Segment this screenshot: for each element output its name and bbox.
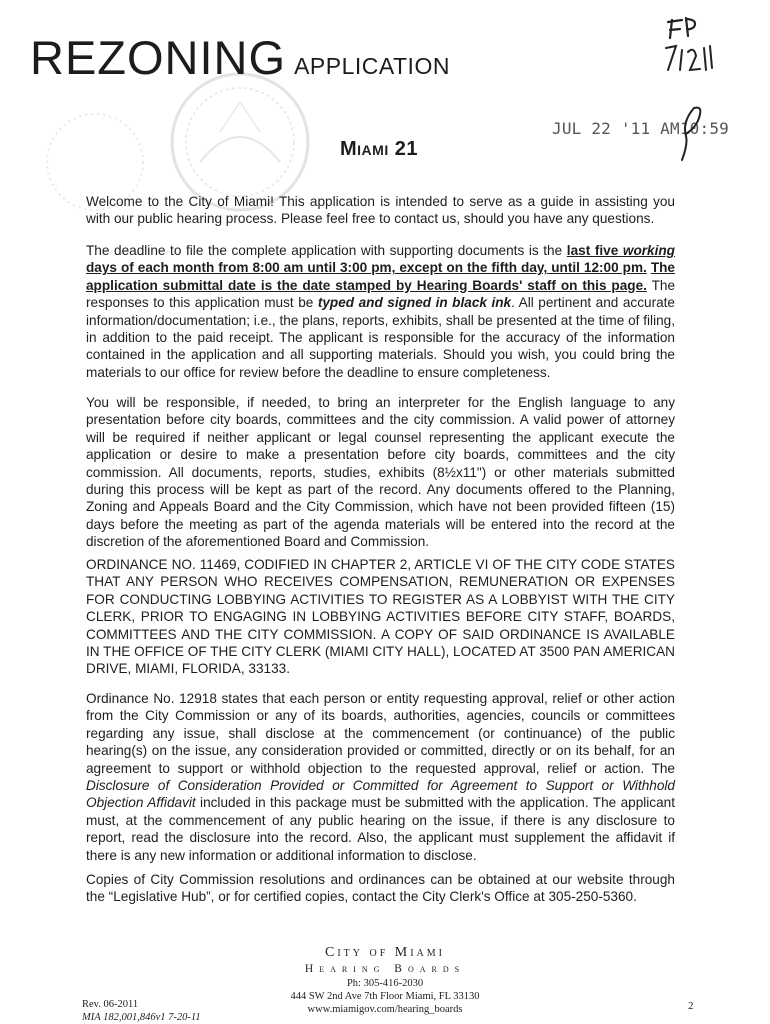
stamp-initials-icon [676, 104, 704, 164]
deadline-window-part1: last five [566, 243, 623, 258]
document-code: MIA 182,001,846v1 7-20-11 [82, 1012, 201, 1023]
footer-city: City of Miami [324, 945, 445, 960]
ordinance-11469-paragraph: ORDINANCE NO. 11469, CODIFIED IN CHAPTER 2, ARTICLE VI OF THE CITY CODE STATES THAT ANY PERSON WHO RECEIVES COMPENSATION, REMUNERATION OR EXPENSES FOR CONDUCTING LOBBYING ACTIVITIES TO REGISTER AS A LOBBYIST WITH THE CITY CLERK, PRIOR TO ENGAGING IN LOBBYING ACTIVITIES BEFORE CITY STAFF, BOARDS, COMMITTEES AND THE CITY COMMISSION. A COPY OF SAID ORDINANCE IS AVAILABLE IN THE OFFICE OF THE CITY CLERK (MIAMI CITY HALL), LOCATED AT 3500 PAN AMERICAN DRIVE, MIAMI, FLORIDA, 33133. [86, 557, 675, 677]
deadline-window-working: working [622, 243, 675, 258]
responses-rest: . All pertinent and accurate information/documentation; i.e., the plans, reports, exhibits, shall be presented at the time of filing, in addition to the paid receipt. The applicant is responsible for the accuracy of the information contained in the application and all supporting materials. Should you wish, you could bring the materials to our office for review before the deadline to ensure completeness. [86, 295, 675, 380]
footer-phone: Ph: 305-416-2030 [346, 978, 424, 989]
interpreter-paragraph: You will be responsible, if needed, to bring an interpreter for the English language to any presentation before city boards, committees and the city commission. A valid power of attorney will be required if neither applicant or legal counsel representing the applicant execute the application or desire to make a presentation before city boards, committees and the city commission. All documents, reports, studies, exhibits (8½x11") or other materials submitted during this process will be kept as part of the record. Any documents offered to the Planning, Zoning and Appeals Board and the City Commission, which have not been provided fifteen (15) days before the meeting as part of the agenda materials will be entered into the record at the discretion of the aforementioned Board and Commission. [86, 395, 675, 550]
footer-department: Hearing Boards [304, 963, 466, 975]
deadline-window-part2: days of each month from 8:00 am until 3:00 pm, except on the fifth day, until 12:00 pm. [86, 260, 647, 276]
ordinance-12918-rest: included in this package must be submitted with the application. The applicant must, at the commencement of any public hearing on the issue, if there is any disclosure to report, read the disclosure into the record. Also, the applicant must supplement the affidavit if there is any new information or additional information to disclose. [86, 795, 675, 863]
page-number: 2 [688, 1000, 694, 1012]
affidavit-title: Disclosure of Consideration Provided or Committed for Agreement to Support or Withhold Objection Affidavit [86, 778, 675, 811]
responses-intro: The responses to this application must be [86, 277, 675, 311]
ordinance-12918-paragraph [86, 690, 675, 864]
revision-date: Rev. 06-2011 [82, 999, 139, 1010]
ordinance-12918-intro: Ordinance No. 12918 states that each person or entity requesting approval, relief or other action from the City Commission or any of its boards, authorities, agencies, councils or committees regarding any issue, shall disclose at the commencement (or continuance) of the public hearing(s) on the issue, any consideration provided or committed, directly or on its behalf, for an agreement to support or withhold objection to the requested approval, relief or action. The [86, 691, 675, 776]
footer-website: www.miamigov.com/hearing_boards [307, 1004, 463, 1015]
title-sub: APPLICATION [294, 53, 450, 79]
submittal-date-note: The application submittal date is the date stamped by Hearing Boards' staff on this page. [86, 260, 675, 293]
deadline-intro: The deadline to file the complete application with supporting documents is the [86, 243, 567, 258]
revision-info [82, 998, 201, 1024]
handwritten-initials-icon [660, 12, 722, 76]
typed-signed-note: typed and signed in black ink [317, 295, 512, 311]
received-stamp: JUL 22 '11 AM10:59 [552, 119, 729, 138]
footer-address: 444 SW 2nd Ave 7th Floor Miami, FL 33130 [290, 991, 480, 1002]
copies-paragraph: Copies of City Commission resolutions and ordinances can be obtained at our website through the “Legislative Hub”, or for certified copies, contact the City Clerk's Office at 305-250-5360. [86, 872, 675, 905]
subtitle: Miami 21 [340, 138, 419, 160]
document-title [30, 30, 450, 85]
deadline-paragraph [86, 242, 675, 381]
welcome-paragraph: Welcome to the City of Miami! This application is intended to serve as a guide in assisting you with our public hearing process. Please feel free to contact us, should you have any questions. [86, 194, 675, 227]
title-main: REZONING [30, 31, 287, 84]
